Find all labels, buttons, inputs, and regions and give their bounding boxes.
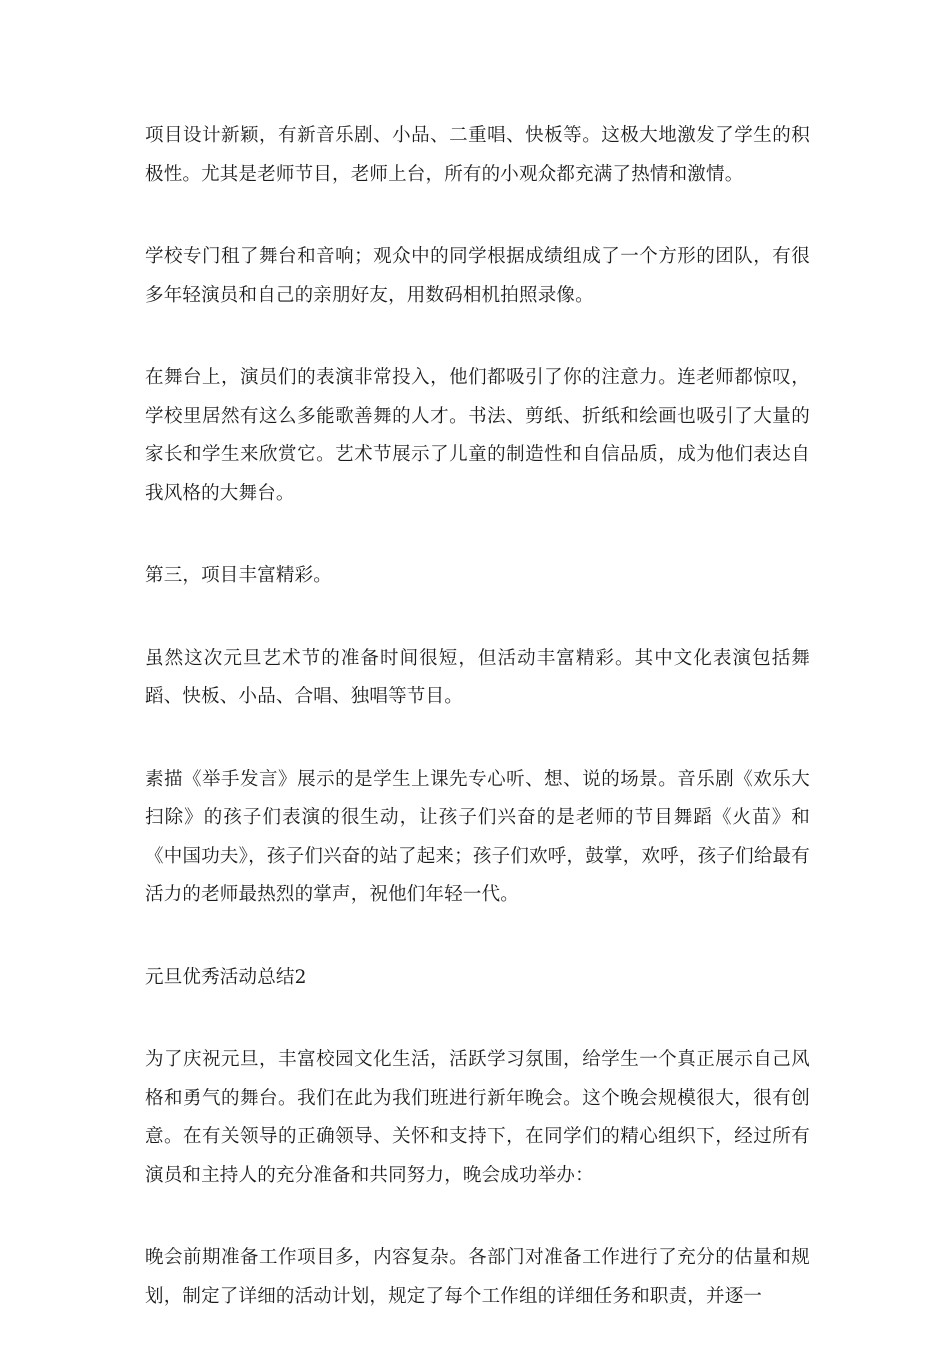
paragraph-4: 虽然这次元旦艺术节的准备时间很短，但活动丰富精彩。其中文化表演包括舞蹈、快板、小品、合唱、独唱等节目。 xyxy=(145,647,810,707)
paragraph-6: 为了庆祝元旦，丰富校园文化生活，活跃学习氛围，给学生一个真正展示自己风格和勇气的舞台。我们在此为我们班进行新年晚会。这个晚会规模很大，很有创意。在有关领导的正确领导、关怀和支持下，在同学们的精心组织下，经过所有演员和主持人的充分准备和共同努力，晚会成功举办： xyxy=(145,1049,810,1186)
paragraph-2: 学校专门租了舞台和音响；观众中的同学根据成绩组成了一个方形的团队，有很多年轻演员和自己的亲朋好友，用数码相机拍照录像。 xyxy=(145,246,810,306)
section-title-summary-2: 元旦优秀活动总结2 xyxy=(145,966,307,988)
paragraph-3: 在舞台上，演员们的表演非常投入，他们都吸引了你的注意力。连老师都惊叹，学校里居然有这么多能歌善舞的人才。书法、剪纸、折纸和绘画也吸引了大量的家长和学生来欣赏它。艺术节展示了儿童的制造性和自信品质，成为他们表达自我风格的大舞台。 xyxy=(145,367,810,504)
document-body xyxy=(145,117,810,1360)
paragraph-5: 素描《举手发言》展示的是学生上课先专心听、想、说的场景。音乐剧《欢乐大扫除》的孩子们表演的很生动，让孩子们兴奋的是老师的节目舞蹈《火苗》和《中国功夫》，孩子们兴奋的站了起来；孩子们欢呼，鼓掌，欢呼，孩子们给最有活力的老师最热烈的掌声，祝他们年轻一代。 xyxy=(145,768,810,905)
paragraph-7: 晚会前期准备工作项目多，内容复杂。各部门对准备工作进行了充分的估量和规划，制定了详细的活动计划，规定了每个工作组的详细任务和职责，并逐一 xyxy=(145,1247,810,1307)
paragraph-1: 项目设计新颖，有新音乐剧、小品、二重唱、快板等。这极大地激发了学生的积极性。尤其是老师节目，老师上台，所有的小观众都充满了热情和激情。 xyxy=(145,125,810,185)
section-heading-third: 第三，项目丰富精彩。 xyxy=(145,565,333,586)
